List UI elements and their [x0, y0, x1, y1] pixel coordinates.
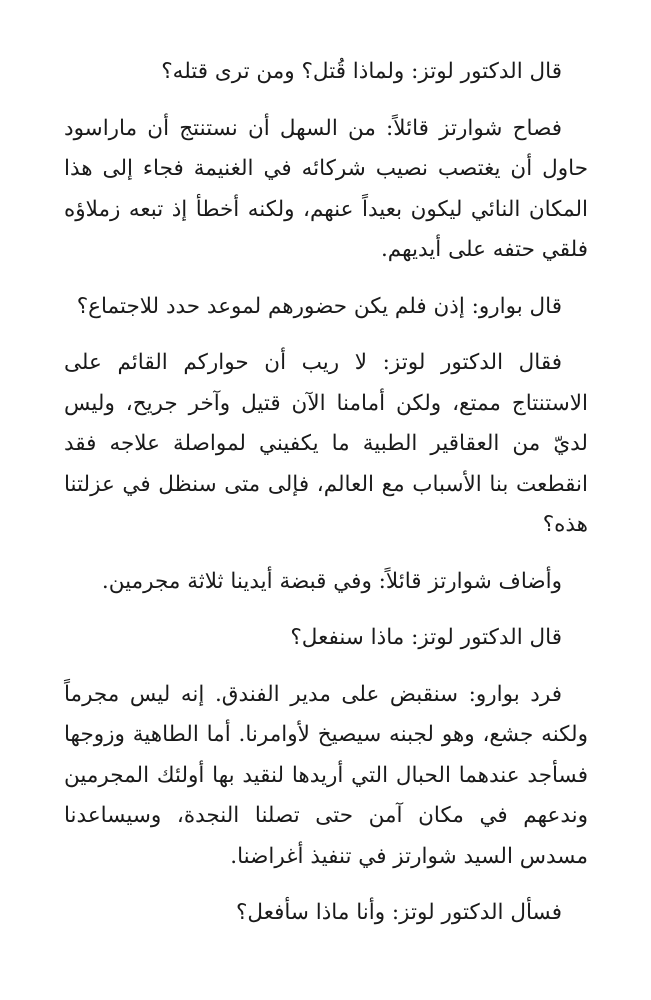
paragraph-2: فصاح شوارتز قائلاً: من السهل أن نستنتج أن ماراسود حاول أن يغتصب نصيب شركائه في الغنيمة فجاء إلى هذا المكان النائي ليكون بعيداً عنهم، ولكنه أخطأ إذ تبعه زملاؤه فلقي حتفه على أيديهم. — [64, 115, 588, 262]
paragraph-5: وأضاف شوارتز قائلاً: وفي قبضة أيدينا ثلاثة مجرمين. — [101, 568, 562, 594]
paragraph-8: فسأل الدكتور لوتز: وأنا ماذا سأفعل؟ — [236, 900, 562, 925]
paragraph-4: فقال الدكتور لوتز: لا ريب أن حواركم القائم على الاستنتاج ممتع، ولكن أمامنا الآن قتيل وآخر جريح، وليس لديّ من العقاقير الطبية ما يكفيني لمواصلة علاجه فقد انقطعت بنا الأسباب مع العالم، فإلى متى سنظل في عزلتنا هذه؟ — [64, 350, 588, 537]
paragraph-1: قال الدكتور لوتز: ولماذا قُتل؟ ومن ترى قتله؟ — [161, 59, 562, 84]
paragraph-6: قال الدكتور لوتز: ماذا سنفعل؟ — [290, 625, 562, 650]
paragraph-7: فرد بوارو: سنقبض على مدير الفندق. إنه ليس مجرماً ولكنه جشع، وهو لجبنه سيصيخ لأوامرنا. أما الطاهية وزوجها فسأجد عندهما الحبال التي أريدها لنقيد بها أولئك المجرمين وندعهم في مكان آمن حتى تصلنا النجدة، وسيساعدنا مسدس السيد شوارتز في تنفيذ أغراضنا. — [64, 681, 588, 869]
paragraph-3: قال بوارو: إذن فلم يكن حضورهم لموعد حدد للاجتماع؟ — [76, 293, 562, 319]
book-page — [64, 52, 588, 950]
